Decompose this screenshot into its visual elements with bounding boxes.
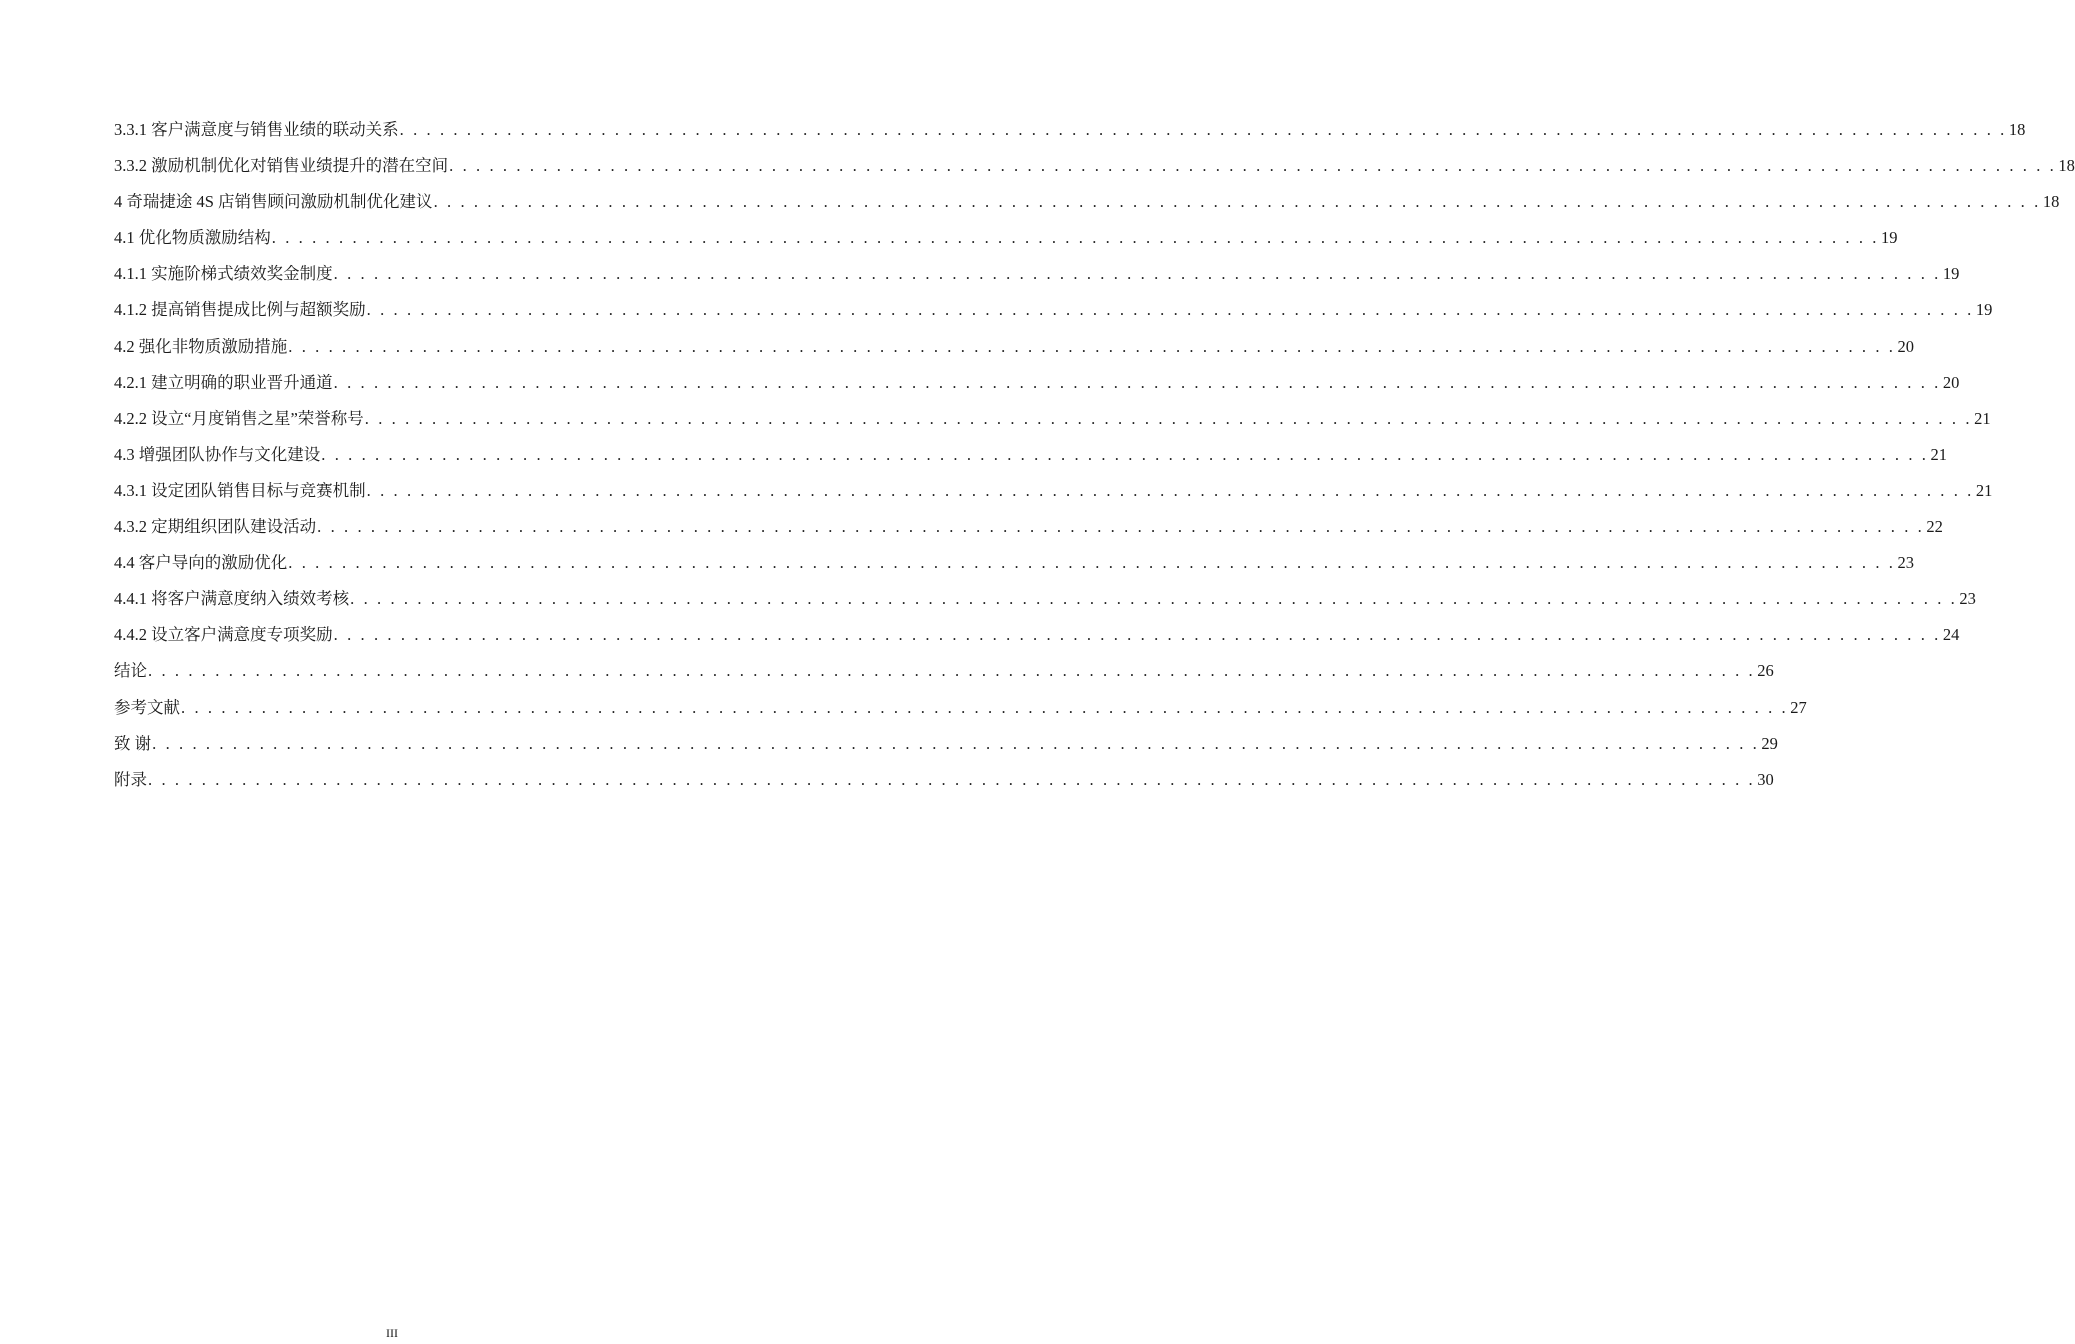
toc-entry[interactable] [114,581,1976,617]
toc-entry-page: 19 [1975,300,1993,320]
toc-entry-title: 4.4.1 将客户满意度纳入绩效考核 [114,589,350,609]
toc-leader-dots: . . . . . . . . . . . . . . . . . . . . . . . . . . . . . . . . . . . . . . . . . . . . . . . . . . . . . . . . . . . . . . . . . . . . . . . . . . . . . . . . . . . . . . . . . . . . . . . . . . . . . . . . . . . . . . . . . . . . . . . . [333,372,1941,392]
toc-entry-title: 4.4 客户导向的激励优化 [114,553,288,573]
toc-entry[interactable] [114,256,1960,292]
toc-leader-dots: . . . . . . . . . . . . . . . . . . . . . . . . . . . . . . . . . . . . . . . . . . . . . . . . . . . . . . . . . . . . . . . . . . . . . . . . . . . . . . . . . . . . . . . . . . . . . . . . . . . . . . . . . . . . . . . . . . . . . . . . [433,192,2041,212]
toc-leader-dots: . . . . . . . . . . . . . . . . . . . . . . . . . . . . . . . . . . . . . . . . . . . . . . . . . . . . . . . . . . . . . . . . . . . . . . . . . . . . . . . . . . . . . . . . . . . . . . . . . . . . . . . . . . . . . . . . . . . . . . . . [333,264,1941,284]
toc-entry-page: 18 [2042,192,2060,212]
toc-entry-title: 4.2.2 设立“月度销售之星”荣誉称号 [114,408,364,428]
toc-entry-page: 22 [1926,517,1943,537]
toc-leader-dots: . . . . . . . . . . . . . . . . . . . . . . . . . . . . . . . . . . . . . . . . . . . . . . . . . . . . . . . . . . . . . . . . . . . . . . . . . . . . . . . . . . . . . . . . . . . . . . . . . . . . . . . . . . . . . . . . . . . . . . . . [366,480,1974,500]
toc-entry[interactable] [114,148,2075,184]
toc-entry[interactable] [114,329,1915,365]
toc-leader-dots: . . . . . . . . . . . . . . . . . . . . . . . . . . . . . . . . . . . . . . . . . . . . . . . . . . . . . . . . . . . . . . . . . . . . . . . . . . . . . . . . . . . . . . . . . . . . . . . . . . . . . . . . . . . . . . . . . . . . . . . . [399,120,2007,139]
toc-entry-title: 附录 [114,769,147,789]
toc-entry-page: 19 [1881,228,1898,248]
toc-entry[interactable] [114,112,2026,148]
toc-leader-dots: . . . . . . . . . . . . . . . . . . . . . . . . . . . . . . . . . . . . . . . . . . . . . . . . . . . . . . . . . . . . . . . . . . . . . . . . . . . . . . . . . . . . . . . . . . . . . . . . . . . . . . . . . . . . . . . . . . . . . . . . [366,300,1974,320]
toc-entry[interactable] [114,292,1993,328]
toc-entry-page: 26 [1757,661,1774,681]
toc-entry-page: 23 [1959,589,1976,609]
toc-entry[interactable] [114,762,1774,798]
toc-entry-page: 21 [1974,408,1991,428]
toc-entry[interactable] [114,437,1948,473]
toc-entry-title: 4.1.2 提高销售提成比例与超额奖励 [114,300,366,320]
toc-leader-dots: . . . . . . . . . . . . . . . . . . . . . . . . . . . . . . . . . . . . . . . . . . . . . . . . . . . . . . . . . . . . . . . . . . . . . . . . . . . . . . . . . . . . . . . . . . . . . . . . . . . . . . . . . . . . . . . . . . . . . . . . [181,697,1789,717]
toc-entry[interactable] [114,726,1778,762]
toc-entry[interactable] [114,653,1774,689]
toc-entry-title: 4.1.1 实施阶梯式绩效奖金制度 [114,264,333,284]
toc-entry-page: 27 [1790,697,1807,717]
toc-entry-title: 结论 [114,661,147,681]
toc-leader-dots: . . . . . . . . . . . . . . . . . . . . . . . . . . . . . . . . . . . . . . . . . . . . . . . . . . . . . . . . . . . . . . . . . . . . . . . . . . . . . . . . . . . . . . . . . . . . . . . . . . . . . . . . . . . . . . . . . . . . . . . . [288,553,1896,573]
toc-leader-dots: . . . . . . . . . . . . . . . . . . . . . . . . . . . . . . . . . . . . . . . . . . . . . . . . . . . . . . . . . . . . . . . . . . . . . . . . . . . . . . . . . . . . . . . . . . . . . . . . . . . . . . . . . . . . . . . . . . . . . . . . [449,156,2057,176]
toc-entry-title: 参考文献 [114,697,180,717]
toc-leader-dots: . . . . . . . . . . . . . . . . . . . . . . . . . . . . . . . . . . . . . . . . . . . . . . . . . . . . . . . . . . . . . . . . . . . . . . . . . . . . . . . . . . . . . . . . . . . . . . . . . . . . . . . . . . . . . . . . . . . . . . . . [148,769,1756,789]
toc-entry-title: 4.3.1 设定团队销售目标与竞赛机制 [114,480,366,500]
toc-leader-dots: . . . . . . . . . . . . . . . . . . . . . . . . . . . . . . . . . . . . . . . . . . . . . . . . . . . . . . . . . . . . . . . . . . . . . . . . . . . . . . . . . . . . . . . . . . . . . . . . . . . . . . . . . . . . . . . . . . . . . . . . [317,517,1925,537]
toc-leader-dots: . . . . . . . . . . . . . . . . . . . . . . . . . . . . . . . . . . . . . . . . . . . . . . . . . . . . . . . . . . . . . . . . . . . . . . . . . . . . . . . . . . . . . . . . . . . . . . . . . . . . . . . . . . . . . . . . . . . . . . . . [321,444,1929,464]
toc-entry-page: 30 [1757,769,1774,789]
toc-leader-dots: . . . . . . . . . . . . . . . . . . . . . . . . . . . . . . . . . . . . . . . . . . . . . . . . . . . . . . . . . . . . . . . . . . . . . . . . . . . . . . . . . . . . . . . . . . . . . . . . . . . . . . . . . . . . . . . . . . . . . . . . [350,589,1958,609]
toc-leader-dots: . . . . . . . . . . . . . . . . . . . . . . . . . . . . . . . . . . . . . . . . . . . . . . . . . . . . . . . . . . . . . . . . . . . . . . . . . . . . . . . . . . . . . . . . . . . . . . . . . . . . . . . . . . . . . . . . . . . . . . . . [288,336,1896,356]
toc-entry[interactable] [114,545,1915,581]
toc-entry-title: 4.1 优化物质激励结构 [114,228,271,248]
toc-entry[interactable] [114,365,1960,401]
toc-entry-page: 29 [1761,733,1778,753]
toc-entry-page: 24 [1942,625,1960,645]
toc-leader-dots: . . . . . . . . . . . . . . . . . . . . . . . . . . . . . . . . . . . . . . . . . . . . . . . . . . . . . . . . . . . . . . . . . . . . . . . . . . . . . . . . . . . . . . . . . . . . . . . . . . . . . . . . . . . . . . . . . . . . . . . . [148,661,1756,681]
toc-entry-title: 致 谢 [114,733,152,753]
toc-entry-title: 3.3.1 客户满意度与销售业绩的联动关系 [114,120,399,139]
table-of-contents [114,112,2075,798]
toc-entry-page: 20 [1942,372,1960,392]
toc-leader-dots: . . . . . . . . . . . . . . . . . . . . . . . . . . . . . . . . . . . . . . . . . . . . . . . . . . . . . . . . . . . . . . . . . . . . . . . . . . . . . . . . . . . . . . . . . . . . . . . . . . . . . . . . . . . . . . . . . . . . . . . . [152,733,1760,753]
toc-leader-dots: . . . . . . . . . . . . . . . . . . . . . . . . . . . . . . . . . . . . . . . . . . . . . . . . . . . . . . . . . . . . . . . . . . . . . . . . . . . . . . . . . . . . . . . . . . . . . . . . . . . . . . . . . . . . . . . . . . . . . . . . [271,228,1880,248]
toc-entry-title: 4.2.1 建立明确的职业晋升通道 [114,372,333,392]
toc-entry[interactable] [114,401,1991,437]
page-number: III [386,1326,398,1340]
toc-entry-title: 4.4.2 设立客户满意度专项奖励 [114,625,333,645]
toc-entry[interactable] [114,690,1807,726]
toc-entry[interactable] [114,617,1960,653]
toc-entry-title: 4.2 强化非物质激励措施 [114,336,288,356]
toc-entry-page: 18 [2008,120,2026,139]
toc-entry-page: 18 [2058,156,2075,176]
toc-entry-title: 3.3.2 激励机制优化对销售业绩提升的潜在空间 [114,156,449,176]
toc-entry-title: 4.3 增强团队协作与文化建设 [114,444,321,464]
toc-entry-page: 19 [1942,264,1960,284]
toc-entry-title: 4.3.2 定期组织团队建设活动 [114,517,317,537]
toc-entry[interactable] [114,184,2060,220]
toc-entry[interactable] [114,509,1943,545]
toc-leader-dots: . . . . . . . . . . . . . . . . . . . . . . . . . . . . . . . . . . . . . . . . . . . . . . . . . . . . . . . . . . . . . . . . . . . . . . . . . . . . . . . . . . . . . . . . . . . . . . . . . . . . . . . . . . . . . . . . . . . . . . . . [333,625,1941,645]
toc-leader-dots: . . . . . . . . . . . . . . . . . . . . . . . . . . . . . . . . . . . . . . . . . . . . . . . . . . . . . . . . . . . . . . . . . . . . . . . . . . . . . . . . . . . . . . . . . . . . . . . . . . . . . . . . . . . . . . . . . . . . . . . . [364,408,1973,428]
toc-entry-page: 21 [1930,444,1948,464]
toc-entry[interactable] [114,473,1993,509]
toc-entry-page: 23 [1897,553,1915,573]
toc-entry[interactable] [114,220,1898,256]
toc-entry-page: 21 [1975,480,1993,500]
toc-entry-page: 20 [1897,336,1915,356]
toc-entry-title: 4 奇瑞捷途 4S 店销售顾问激励机制优化建议 [114,192,433,212]
